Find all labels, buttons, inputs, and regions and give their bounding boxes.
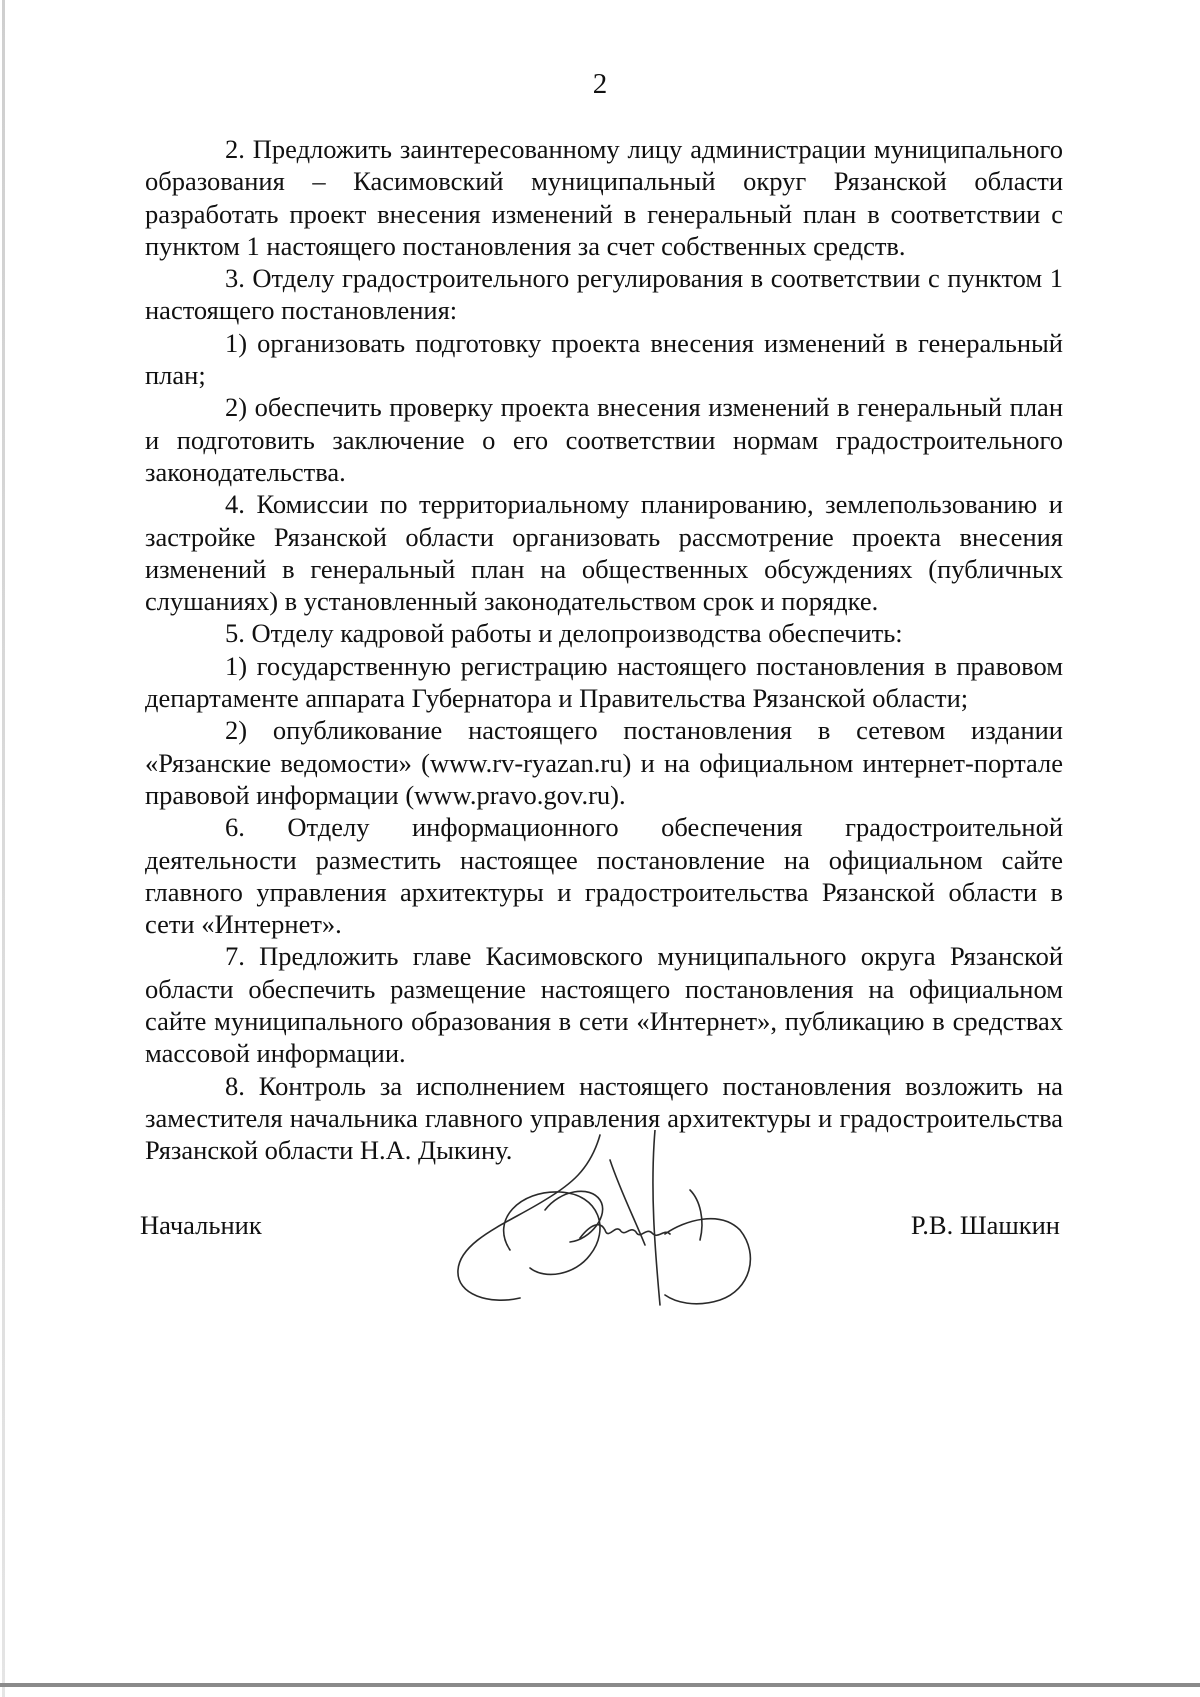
scan-bottom-edge xyxy=(0,1683,1200,1687)
paragraph-8: 8. Контроль за исполнением настоящего постановления возложить на заместителя начальника главного управления архитектуры и градостроительства Рязанской области Н.А. Дыкину. xyxy=(145,1070,1063,1166)
paragraph-7: 7. Предложить главе Касимовского муниципального округа Рязанской области обеспечить размещение настоящего постановления на официальном сайте муниципального образования в сети «Интернет», публикацию в средствах массовой информации. xyxy=(145,941,1063,1069)
handwritten-signature xyxy=(450,1130,770,1320)
document-body xyxy=(145,133,1063,1167)
signer-position: Начальник xyxy=(140,1210,262,1240)
signer-name: Р.В. Шашкин xyxy=(910,1210,1060,1240)
paragraph-5: 5. Отделу кадровой работы и делопроизводства обеспечить: xyxy=(225,618,903,649)
paragraph-2: 2. Предложить заинтересованному лицу администрации муниципального образования – Касимовский муниципальный округ Рязанской области разработать проект внесения изменений в генеральный план в соответствии с пунктом 1 настоящего постановления за счет собственных средств. xyxy=(145,134,1063,261)
paragraph-3: 3. Отделу градостроительного регулирования в соответствии с пунктом 1 настоящего постановления: xyxy=(145,263,1063,326)
page-number: 2 xyxy=(592,68,608,100)
paragraph-4: 4. Комиссии по территориальному планированию, землепользованию и застройке Рязанской области организовать рассмотрение проекта внесения изменений в генеральный план на общественных обсуждениях (публичных слушаниях) в установленный законодательством срок и порядке. xyxy=(145,489,1063,617)
paragraph-3-item-1: 1) организовать подготовку проекта внесения изменений в генеральный план; xyxy=(145,327,1063,391)
paragraph-6: 6. Отделу информационного обеспечения градостроительной деятельности разместить настоящее постановление на официальном сайте главного управления архитектуры и градостроительства Рязанской области в сети «Интернет». xyxy=(145,812,1063,940)
scan-margin-mark xyxy=(2,0,5,1697)
paragraph-3-item-2: 2) обеспечить проверку проекта внесения изменений в генеральный план и подготовить заключение о его соответствии нормам градостроительного законодательства. xyxy=(145,392,1063,487)
paragraph-5-item-1: 1) государственную регистрацию настоящего постановления в правовом департаменте аппарата Губернатора и Правительства Рязанской области; xyxy=(145,650,1063,714)
paragraph-5-item-2: 2) опубликование настоящего постановления в сетевом издании «Рязанские ведомости» (www.rv-ryazan.ru) и на официальном интернет-портале правовой информации (www.pravo.gov.ru). xyxy=(145,715,1063,810)
